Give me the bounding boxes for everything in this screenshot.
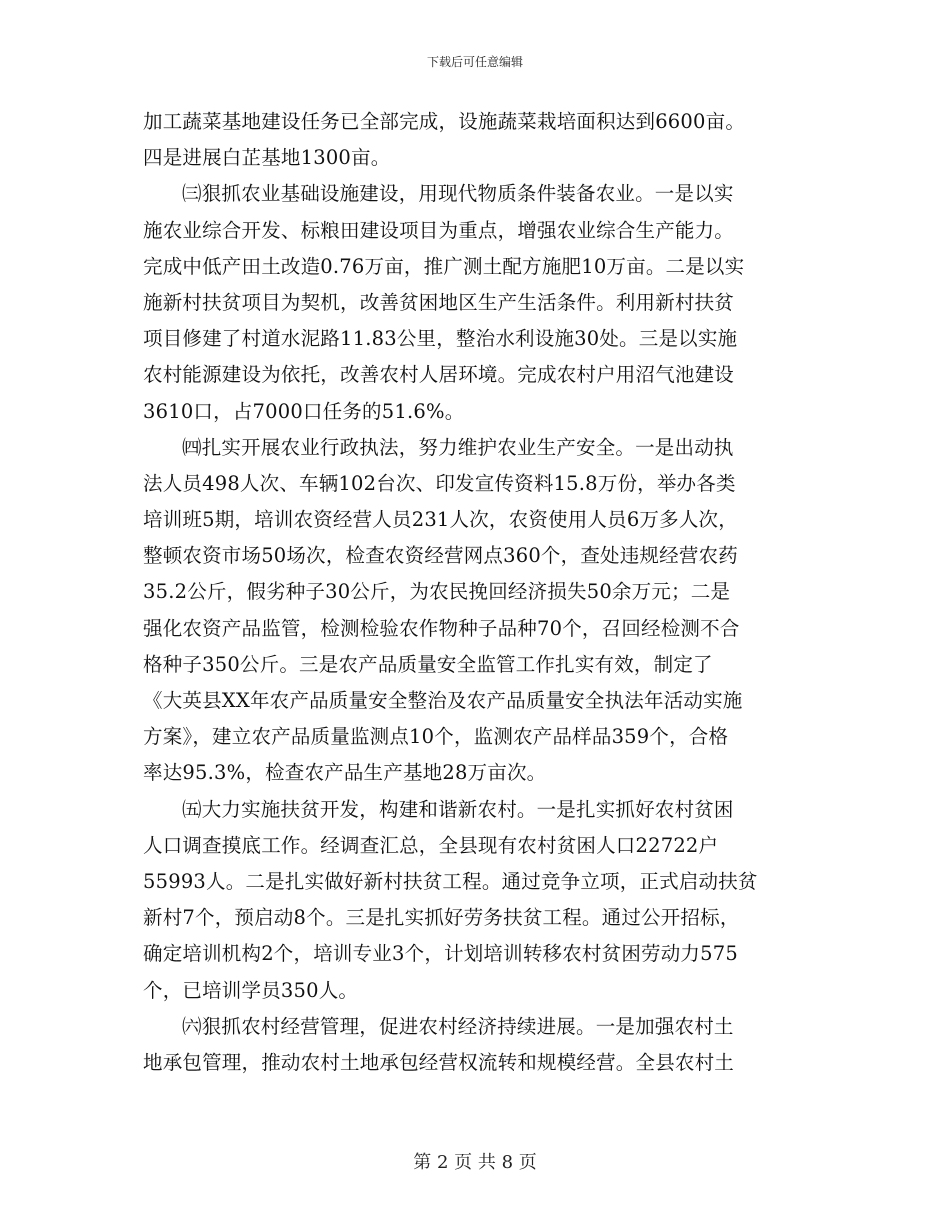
text-line: 整顿农资市场50场次，检查农资经营网点360个，查处违规经营农药 bbox=[143, 544, 738, 568]
text-line: 率达95.3%，检查农产品生产基地28万亩次。 bbox=[143, 761, 547, 785]
page-header: 下载后可任意编辑 bbox=[426, 55, 523, 69]
text-line: 格种子350公斤。三是农产品质量安全监管工作扎实有效，制定了 bbox=[143, 652, 713, 676]
text-line: 方案》，建立农产品质量监测点10个，监测农产品样品359个，合格 bbox=[143, 725, 729, 749]
text-line: 人口调查摸底工作。经调查汇总，全县现有农村贫困人口22722户 bbox=[143, 833, 719, 857]
text-line: 55993人。二是扎实做好新村扶贫工程。通过竞争立项，正式启动扶贫 bbox=[143, 869, 758, 893]
page-footer: 第 2 页 共 8 页 bbox=[413, 1152, 537, 1173]
text-line: 《大英县XX年农产品质量安全整治及农产品质量安全执法年活动实施 bbox=[143, 689, 743, 712]
text-line: 个，已培训学员350人。 bbox=[143, 978, 359, 1002]
document-body bbox=[143, 104, 810, 1081]
text-line: 3610口，占7000口任务的51.6%。 bbox=[143, 399, 465, 423]
text-line: 四是进展白芷基地1300亩。 bbox=[143, 146, 391, 170]
text-line: 项目修建了村道水泥路11.83公里，整治水利设施30处。三是以实施 bbox=[143, 327, 738, 351]
paragraph-first-line: ㈢狠抓农业基础设施建设，用现代物质条件装备农业。一是以实 bbox=[182, 182, 734, 206]
text-line: 施农业综合开发、标粮田建设项目为重点，增强农业综合生产能力。 bbox=[143, 218, 735, 242]
text-line: 农村能源建设为依托，改善农村人居环境。完成农村户用沼气池建设 bbox=[143, 363, 735, 387]
text-line: 地承包管理，推动农村土地承包经营权流转和规模经营。全县农村土 bbox=[143, 1050, 735, 1074]
text-line: 加工蔬菜基地建设任务已全部完成，设施蔬菜栽培面积达到6600亩。 bbox=[143, 110, 746, 133]
text-line: 施新村扶贫项目为契机，改善贫困地区生产生活条件。利用新村扶贫 bbox=[143, 290, 735, 314]
text-line: 培训班5期，培训农资经营人员231人次，农资使用人员6万多人次， bbox=[143, 508, 738, 532]
text-line: 法人员498人次、车辆102台次、印发宣传资料15.8万份，举办各类 bbox=[143, 471, 736, 495]
text-line: 完成中低产田土改造0.76万亩，推广测土配方施肥10万亩。二是以实 bbox=[143, 254, 745, 278]
text-line: 新村7个，预启动8个。三是扎实抓好劳务扶贫工程。通过公开招标， bbox=[143, 906, 740, 930]
paragraph-first-line: ㈥狠抓农村经营管理，促进农村经济持续进展。一是加强农村土 bbox=[182, 1014, 734, 1038]
paragraph-first-line: ㈤大力实施扶贫开发，构建和谐新农村。一是扎实抓好农村贫困 bbox=[182, 797, 734, 821]
text-line: 强化农资产品监管，检测检验农作物种子品种70个，召回经检测不合 bbox=[143, 616, 740, 640]
text-line: 确定培训机构2个，培训专业3个，计划培训转移农村贫困劳动力575 bbox=[143, 942, 738, 966]
paragraph-first-line: ㈣扎实开展农业行政执法，努力维护农业生产安全。一是出动执 bbox=[182, 435, 734, 459]
text-line: 35.2公斤，假劣种子30公斤，为农民挽回经济损失50余万元；二是 bbox=[143, 580, 731, 604]
